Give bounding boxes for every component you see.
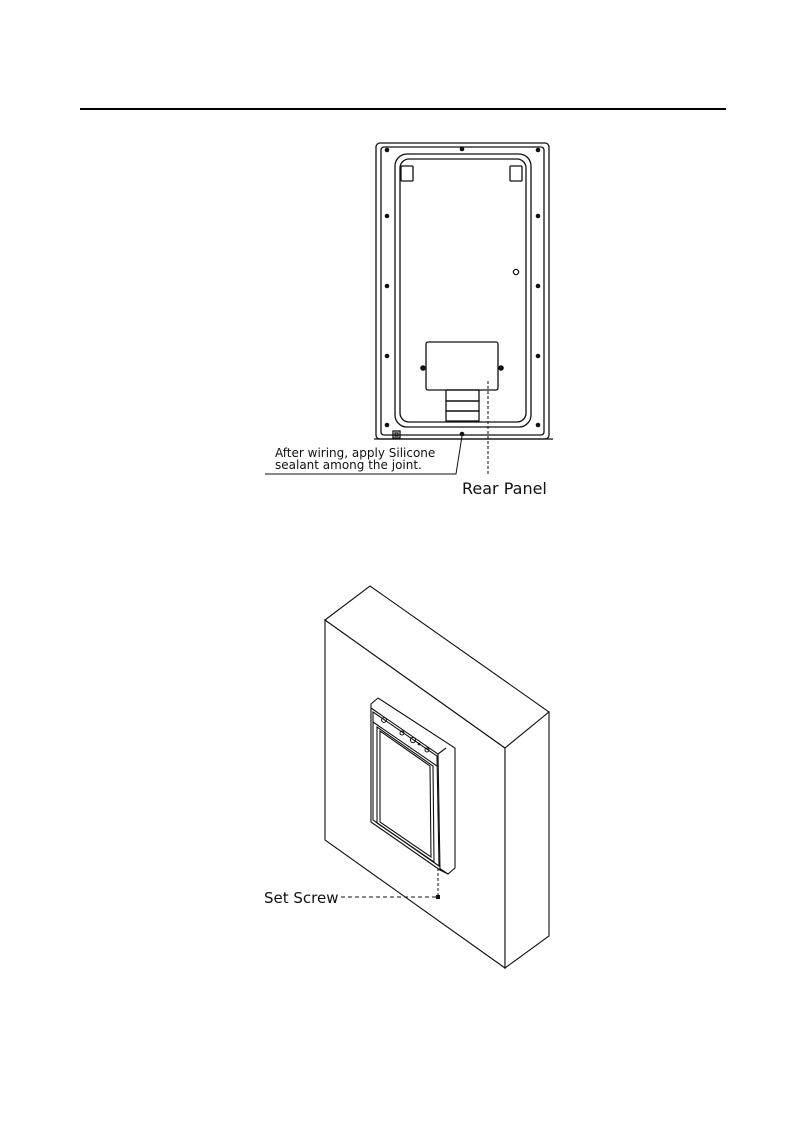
rear-panel-screws <box>385 147 541 437</box>
rear-panel-label: Rear Panel <box>462 479 547 498</box>
rear-panel-drawing <box>376 143 549 439</box>
sealant-note-line-2: sealant among the joint. <box>275 458 422 472</box>
installation-figure <box>0 560 794 1134</box>
rear-panel-figure <box>0 0 794 560</box>
sealant-note-line-1: After wiring, apply Silicone <box>275 446 436 460</box>
set-screw-label: Set Screw <box>264 889 339 907</box>
set-screw-marker <box>436 895 440 899</box>
